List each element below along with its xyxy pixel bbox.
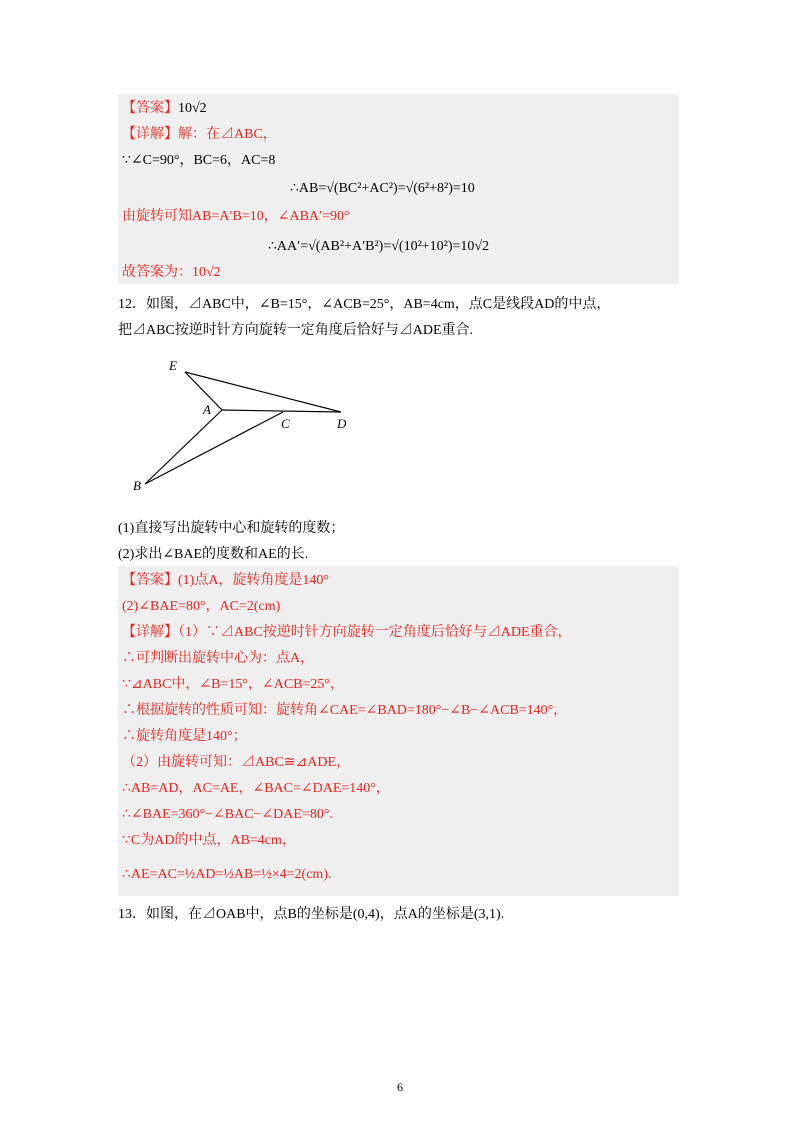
q12-line1: 12．如图，⊿ABC中，∠B=15°，∠ACB=25°，AB=4cm，点C是线段AD的中点， xyxy=(118,297,611,312)
triangle-figure xyxy=(125,352,365,497)
answer-line-12b: (2)∠BAE=80°，AC=2(cm) xyxy=(122,599,281,614)
edge-BC xyxy=(145,412,283,484)
answer-tag: 【答案】 xyxy=(122,573,178,588)
q12-sub2: (2)求出∠BAE的度数和AE的长. xyxy=(118,547,309,562)
detail-d7: ∴AB=AD，AC=AE，∠BAC=∠DAE=140°， xyxy=(122,781,390,796)
detail-line-12 xyxy=(122,624,572,642)
detail-intro: 解：在⊿ABC， xyxy=(178,127,277,142)
answer-line-11 xyxy=(122,100,207,118)
given-line: ∵∠C=90°，BC=6，AC=8 xyxy=(122,153,276,168)
detail-d6: （2）由旋转可知：⊿ABC≅⊿ADE， xyxy=(122,755,351,770)
detail-d5: ∴旋转角度是140°； xyxy=(122,729,247,744)
label-B: B xyxy=(133,478,141,493)
detail-d4: ∴根据旋转的性质可知：旋转角∠CAE=∠BAD=180°−∠B−∠ACB=140°， xyxy=(122,703,568,718)
detail-tag: 【详解】 xyxy=(122,127,178,142)
page-number: 6 xyxy=(397,1080,403,1094)
detail-d9: ∵C为AD的中点，AB=4cm， xyxy=(122,833,296,848)
detail-tag: 【详解】 xyxy=(122,625,178,640)
ab-equation: ∴AB=√(BC²+AC²)=√(6²+8²)=10 xyxy=(290,181,475,196)
label-D: D xyxy=(337,416,347,431)
detail-d10: ∴AE=AC=½AD=½AB=½×4=2(cm). xyxy=(122,867,332,882)
detail-d3: ∵⊿ABC中，∠B=15°，∠ACB=25°， xyxy=(122,677,344,692)
q12-line2: 把⊿ABC按逆时针方向旋转一定角度后恰好与⊿ADE重合. xyxy=(118,323,474,338)
answer-tag: 【答案】 xyxy=(122,101,178,116)
detail-d2: ∴可判断出旋转中心为：点A， xyxy=(122,651,315,666)
q13-line1: 13．如图，在⊿OAB中，点B的坐标是(0,4)，点A的坐标是(3,1). xyxy=(118,907,505,922)
label-E: E xyxy=(169,358,177,373)
aa-equation: ∴AA′=√(AB²+A′B²)=√(10²+10²)=10√2 xyxy=(268,239,490,254)
q12-sub1: (1)直接写出旋转中心和旋转的度数； xyxy=(118,521,345,536)
label-C: C xyxy=(281,416,290,431)
final-answer-11: 故答案为：10√2 xyxy=(122,265,221,280)
rotation-line: 由旋转可知AB=A′B=10，∠ABA′=90° xyxy=(122,209,350,224)
edge-AB xyxy=(145,410,222,484)
answer-line-12a xyxy=(122,572,329,590)
answer-part1: (1)点A，旋转角度是140° xyxy=(178,573,330,588)
edge-AD xyxy=(222,410,341,412)
detail-line-11 xyxy=(122,126,277,144)
detail-d8: ∴∠BAE=360°−∠BAC−∠DAE=80°. xyxy=(122,807,333,822)
answer-value: 10√2 xyxy=(178,101,207,116)
label-A: A xyxy=(203,402,211,417)
detail-d1: （1）∵⊿ABC按逆时针方向旋转一定角度后恰好与⊿ADE重合， xyxy=(178,625,572,640)
